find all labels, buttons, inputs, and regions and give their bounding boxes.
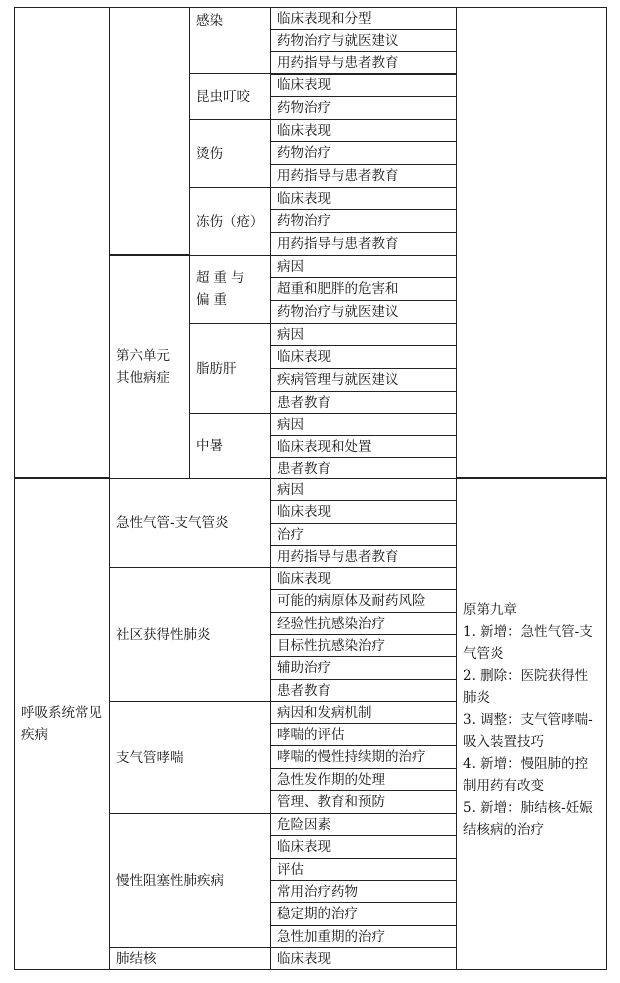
item-cell: 药物治疗与就医建议 bbox=[270, 300, 457, 324]
item-cell: 病因 bbox=[270, 413, 457, 436]
item-cell: 急性发作期的处理 bbox=[270, 768, 457, 791]
unit-title-line2: 其他病症 bbox=[116, 370, 170, 386]
item-cell: 疾病管理与就医建议 bbox=[270, 368, 457, 392]
item-cell: 治疗 bbox=[270, 523, 457, 546]
item-cell: 病因 bbox=[270, 323, 457, 346]
item-cell: 患者教育 bbox=[270, 679, 457, 702]
item-cell: 药物治疗 bbox=[270, 209, 457, 233]
subtopic-insect-bite: 昆虫叮咬 bbox=[189, 73, 271, 120]
unit-cell-empty bbox=[109, 7, 190, 255]
item-cell: 临床表现 bbox=[270, 835, 457, 859]
item-cell: 管理、教育和预防 bbox=[270, 790, 457, 814]
item-cell: 病因 bbox=[270, 255, 457, 278]
subtopic-infection: 感染 bbox=[189, 7, 271, 120]
disease-cap: 社区获得性肺炎 bbox=[109, 567, 271, 702]
unit-title-line1: 第六单元 bbox=[116, 348, 170, 364]
note-cell-empty bbox=[456, 7, 607, 478]
item-cell: 临床表现 bbox=[270, 500, 457, 524]
item-cell: 常用治疗药物 bbox=[270, 880, 457, 903]
disease-tuberculosis: 肺结核 bbox=[109, 947, 271, 970]
item-cell: 临床表现 bbox=[270, 119, 457, 142]
item-cell: 评估 bbox=[270, 858, 457, 881]
item-cell: 临床表现 bbox=[270, 567, 457, 590]
note-line: 4. 新增：慢阻肺的控制用药有改变 bbox=[463, 756, 589, 794]
disease-asthma: 支气管哮喘 bbox=[109, 701, 271, 814]
item-cell: 临床表现和分型 bbox=[270, 7, 457, 30]
item-cell: 病因和发病机制 bbox=[270, 701, 457, 724]
item-cell: 危险因素 bbox=[270, 813, 457, 836]
item-cell: 临床表现 bbox=[270, 73, 457, 97]
item-cell: 用药指导与患者教育 bbox=[270, 545, 457, 568]
subtopic-fatty-liver: 脂肪肝 bbox=[189, 323, 271, 414]
item-cell: 药物治疗 bbox=[270, 141, 457, 165]
item-cell: 稳定期的治疗 bbox=[270, 902, 457, 926]
item-cell: 可能的病原体及耐药风险 bbox=[270, 589, 457, 613]
item-cell: 超重和肥胖的危害和 bbox=[270, 277, 457, 301]
item-cell: 药物治疗 bbox=[270, 96, 457, 120]
system-respiratory-cell: 呼吸系统常见疾病 bbox=[14, 478, 110, 970]
disease-acute-bronchitis: 急性气管-支气管炎 bbox=[109, 478, 271, 568]
item-cell: 临床表现和处置 bbox=[270, 435, 457, 458]
item-cell: 药物治疗与就医建议 bbox=[270, 29, 457, 52]
item-cell: 用药指导与患者教育 bbox=[270, 232, 457, 256]
item-cell: 用药指导与患者教育 bbox=[270, 164, 457, 188]
change-note-cell bbox=[456, 478, 607, 970]
note-line: 5. 新增：肺结核-妊娠结核病的治疗 bbox=[463, 800, 593, 838]
note-line: 3. 调整：支气管哮喘-吸入装置技巧 bbox=[463, 712, 593, 750]
subtopic-frostbite: 冻伤（疮） bbox=[189, 187, 271, 256]
note-title: 原第九章 bbox=[463, 602, 517, 618]
item-cell: 哮喘的慢性持续期的治疗 bbox=[270, 745, 457, 769]
item-cell: 患者教育 bbox=[270, 391, 457, 414]
item-cell: 哮喘的评估 bbox=[270, 723, 457, 746]
item-cell: 经验性抗感染治疗 bbox=[270, 612, 457, 635]
item-cell: 临床表现 bbox=[270, 187, 457, 210]
note-line: 2. 删除：医院获得性肺炎 bbox=[463, 668, 589, 706]
item-cell: 急性加重期的治疗 bbox=[270, 925, 457, 948]
system-cell-empty bbox=[14, 7, 110, 478]
item-cell: 患者教育 bbox=[270, 457, 457, 479]
item-cell: 辅助治疗 bbox=[270, 656, 457, 680]
item-cell: 目标性抗感染治疗 bbox=[270, 634, 457, 657]
item-cell: 临床表现 bbox=[270, 345, 457, 369]
unit-six-cell bbox=[109, 255, 190, 479]
subtopic-burn: 烫伤 bbox=[189, 119, 271, 188]
note-line: 1. 新增：急性气管-支气管炎 bbox=[463, 624, 593, 662]
subtopic-overweight: 超重与偏重 bbox=[189, 255, 271, 324]
item-cell: 临床表现 bbox=[270, 947, 457, 970]
item-cell: 用药指导与患者教育 bbox=[270, 51, 457, 74]
subtopic-heatstroke: 中暑 bbox=[189, 413, 271, 479]
disease-copd: 慢性阻塞性肺疾病 bbox=[109, 813, 271, 948]
item-cell: 病因 bbox=[270, 478, 457, 501]
